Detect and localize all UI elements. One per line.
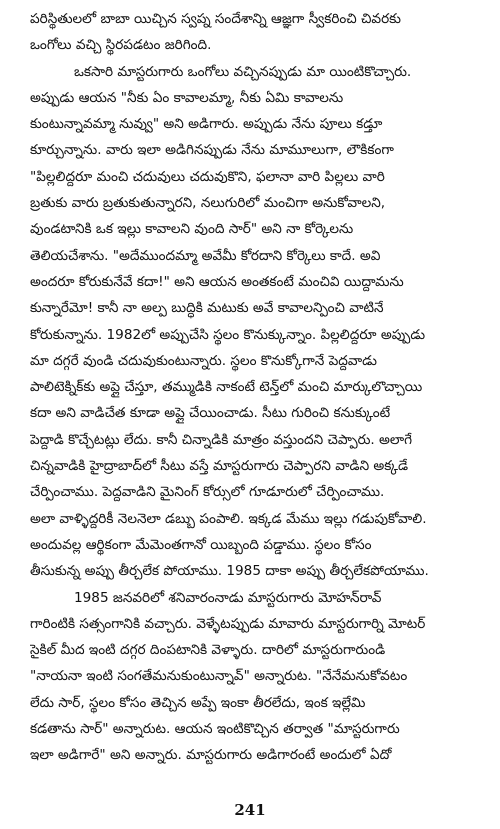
text-line: బ్రతుకు వారు బ్రతుకుతున్నారని, నలుగురిలో మంచిగా అనుకోవాలని, [30,195,386,212]
text-line: వుండటానికి ఒక ఇల్లు కావాలని వుంది సార్" అని నా కోర్కెలను [30,221,354,238]
text-line: అందువల్ల ఆర్థికంగా మేమెంతగానో యిబ్బంది పడ్డాము. స్థలం కోసం [30,536,372,553]
text-line: "పిల్లలిద్దరూ మంచి చదువులు చదువుకొని, ఫలానా వారి పిల్లలు వారి [30,168,385,185]
text-line: ఇలా అడిగారే" అని అన్నారు. మాస్టరుగారు అడిగారంటే అందులో ఏదో [30,747,392,764]
text-line: కోరుకున్నాను. 1982లో అప్పుచేసి స్థలం కొనుక్కున్నాం. పిల్లలిద్దరూ అప్పుడు [30,326,426,343]
text-line: తీసుకున్న అప్పు తీర్చలేక పోయాము. 1985 దాకా అప్పు తీర్చలేకపోయాము. [30,563,429,580]
text-line: అలా వాళ్ళిద్దరికీ నెలనెలా డబ్బు పంపాలి. ఇక్కడ మేము ఇల్లు గడుపుకోవాలి. [30,510,427,527]
text-line: పరిస్థితులలో బాబా యిచ్చిన స్వప్న సందేశాన్ని ఆజ్ఞగా స్వీకరించి చివరకు [30,11,401,27]
text-line: కడతాను సార్" అన్నారుట. ఆయన ఇంటికొచ్చిన తర్వాత "మాస్టరుగారు [30,721,400,738]
text-line: లేదు సార్, స్థలం కోసం తెచ్చిన అప్పే ఇంకా తీరలేదు, ఇంక ఇల్లేమి [30,694,366,711]
text-line: అప్పుడు ఆయన "నీకు ఏం కావాలమ్మా, నీకు ఏమి కావాలను [30,89,344,106]
text-line: మా దగ్గరే వుండి చదువుకుంటున్నారు. స్థలం కొనుక్కోగానే పెద్దవాడు [30,352,377,369]
text-line: చేర్పించాము. పెద్దవాడిని మైనింగ్ కోర్సులో గూడూరులో చేర్పించాము. [30,484,385,501]
body-text [30,6,482,769]
text-line: పెద్దాడి కొచ్చేటట్లు లేదు. కానీ చిన్నాడికి మాత్రం వస్తుందని చెప్పారు. అలాగే [30,431,413,448]
text-line: చిన్నవాడికి హైద్రాబాద్‌లో సీటు వస్తే మాస్టరుగారు చెప్పారని వాడిని అక్కడే [30,458,409,475]
text-line: పాలిటెక్నిక్‌కు అప్లై చేస్తూ, తమ్ముడికి నాకంటే టెన్త్‌లో మంచి మార్కులొచ్చాయి [30,379,423,396]
text-line: సైకిల్ మీద ఇంటి దగ్గర దింపటానికి వెళ్ళారు. దారిలో మాస్టరుగారుండి [30,642,386,659]
text-line: కుంటున్నావమ్మా నువ్వు" అని అడిగారు. అప్పుడు నేను పూలు కడ్తూ [30,116,383,133]
text-line: అందరూ కోరుకునేవే కదా!" అని ఆయన అంతకంటే మంచివి యిద్దామను [30,273,404,290]
text-line: కున్నారేమో! కానీ నా అల్ప బుద్ధికి మటుకు అవే కావాలన్పించి వాటినే [30,300,384,317]
paragraph-first-line: ఒకసారి మాస్టరుగారు ఒంగోలు వచ్చినప్పుడు మా యింటికొచ్చారు. [74,63,412,80]
page-number: 241 [234,801,266,819]
text-line: గారింటికి సత్సంగానికి వచ్చారు. వెళ్ళేటప్పుడు మావారు మాస్టరుగార్ని మోటర్ [30,615,426,632]
text-line: కూర్చున్నాను. వారు ఇలా అడిగినప్పుడు నేను మామూలుగా, లౌకికంగా [30,142,394,159]
paragraph-first-line: 1985 జనవరిలో శనివారంనాడు మాస్టరుగారు మోహన్‌రావ్ [74,589,382,606]
text-line: కదా అని వాడిచేత కూడా అప్లై చేయించాడు. సీటు గురించి కనుక్కుంటే [30,405,391,422]
text-line: తెలియచేశాను. "అదేముందమ్మా అవేమీ కోరదాని కోర్కెలు కాదే. అవి [30,247,381,264]
text-line: ఒంగోలు వచ్చి స్థిరపడటం జరిగింది. [30,37,212,54]
text-line: "నాయనా ఇంటి సంగతేమనుకుంటున్నావ్" అన్నారుట. "నేనేమనుకోవటం [30,668,408,685]
